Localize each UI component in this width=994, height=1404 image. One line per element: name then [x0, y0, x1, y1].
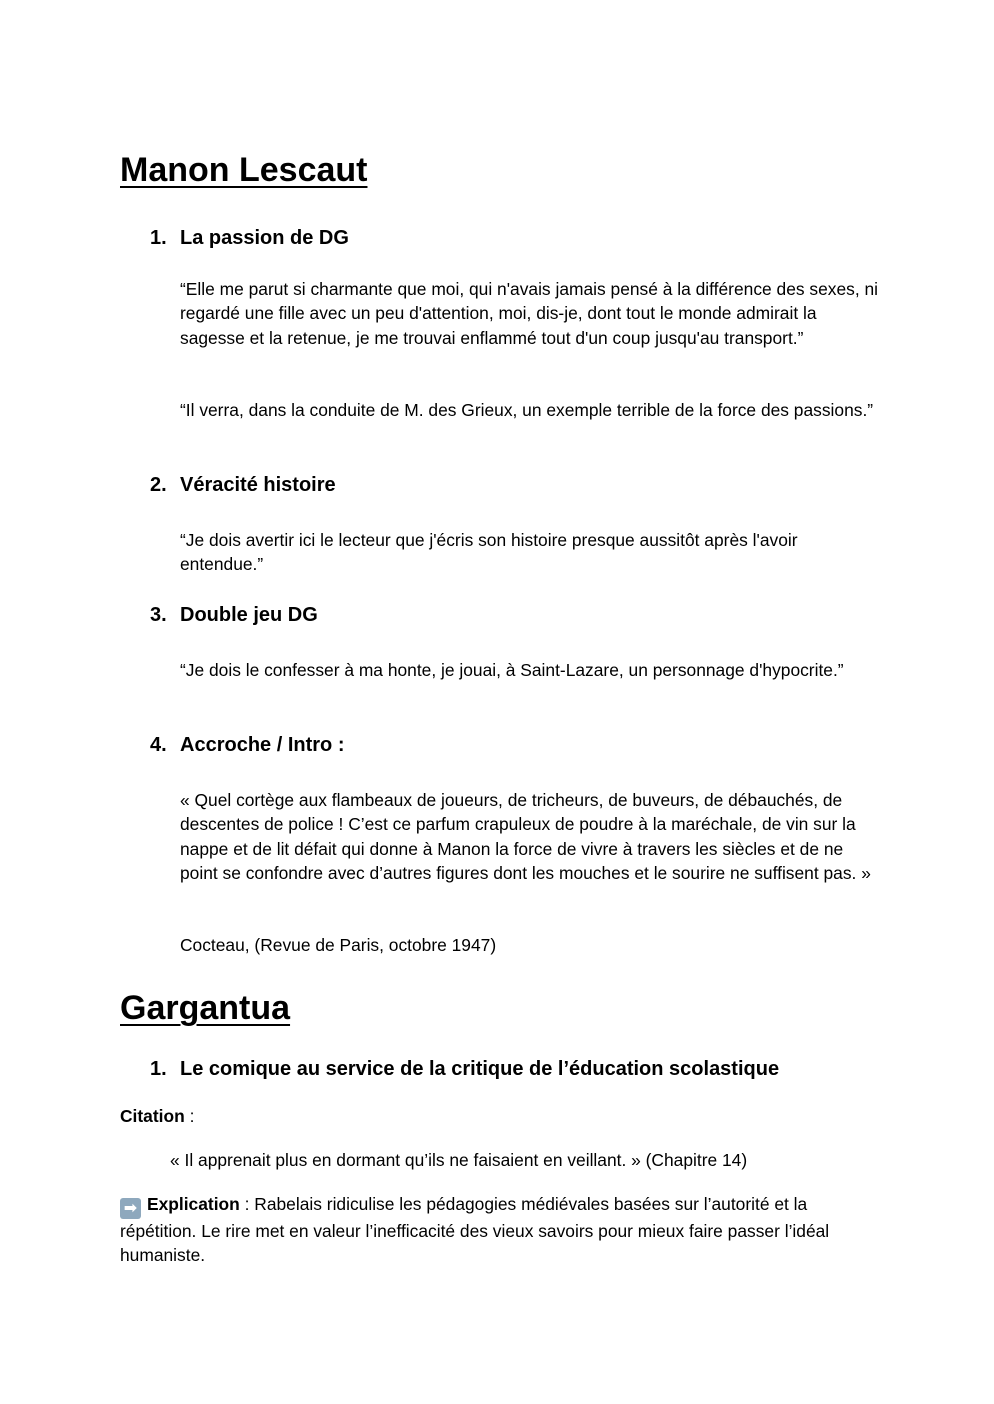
- heading-la-passion-de-dg: [150, 225, 349, 251]
- quote-double-jeu: “Je dois le confesser à ma honte, je jouai, à Saint-Lazare, un personnage d'hypocrite.”: [180, 660, 844, 680]
- citation-text: « Il apprenait plus en dormant qu’ils ne faisaient en veillant. » (Chapitre 14): [170, 1150, 748, 1170]
- heading-accroche-intro: [150, 732, 344, 758]
- heading-veracite-histoire: [150, 472, 336, 498]
- heading-text: Véracité histoire: [180, 474, 336, 496]
- citation-separator: :: [184, 1106, 195, 1126]
- citation-label: Citation: [120, 1106, 185, 1126]
- heading-number: 2.: [150, 474, 167, 496]
- quote-attribution: Cocteau, (Revue de Paris, octobre 1947): [180, 935, 497, 955]
- quote-veracite: “Je dois avertir ici le lecteur que j'écris son histoire presque aussitôt après l'avoir entendue.”: [180, 530, 798, 575]
- explication-label: Explication: [147, 1194, 240, 1214]
- right-arrow-icon: ➡: [120, 1198, 141, 1219]
- heading-number: 4.: [150, 734, 167, 756]
- heading-text: Accroche / Intro :: [180, 734, 345, 756]
- heading-text: La passion de DG: [180, 227, 349, 249]
- heading-comique-critique: [150, 1056, 779, 1082]
- heading-number: 3.: [150, 604, 167, 626]
- explication-paragraph: [120, 1192, 880, 1268]
- title-gargantua: Gargantua: [120, 989, 291, 1027]
- explication-text: : Rabelais ridiculise les pédagogies médiévales basées sur l’autorité et la répétition. Le rire met en valeur l’inefficacité des vieux savoirs pour mieux faire passer l’idéal humaniste.: [120, 1194, 830, 1266]
- quote-passion-2: “Il verra, dans la conduite de M. des Grieux, un exemple terrible de la force des passions.”: [180, 400, 874, 420]
- heading-double-jeu-dg: [150, 602, 318, 628]
- title-manon-lescaut: Manon Lescaut: [120, 151, 368, 189]
- heading-number: 1.: [150, 227, 167, 249]
- citation-line: [120, 1104, 194, 1128]
- heading-text: Le comique au service de la critique de l’éducation scolastique: [180, 1058, 780, 1080]
- quote-passion-1: “Elle me parut si charmante que moi, qui n'avais jamais pensé à la différence des sexes, ni regardé une fille avec un peu d'attention, moi, dis-je, dont tout le monde admirait la sagesse et la retenue, je me trouvai enflammé tout d'un coup jusqu'au transport.”: [180, 279, 879, 348]
- heading-number: 1.: [150, 1058, 167, 1080]
- heading-text: Double jeu DG: [180, 604, 318, 626]
- quote-cocteau: « Quel cortège aux flambeaux de joueurs, de tricheurs, de buveurs, de débauchés, de descentes de police ! C’est ce parfum crapuleux de poudre à la maréchale, de vin sur la nappe et de lit défait qui donne à Manon la force de vivre à travers les siècles et de ne point se confondre avec d’autres figures dont les mouches et le sourire ne suffisent pas. »: [180, 790, 871, 883]
